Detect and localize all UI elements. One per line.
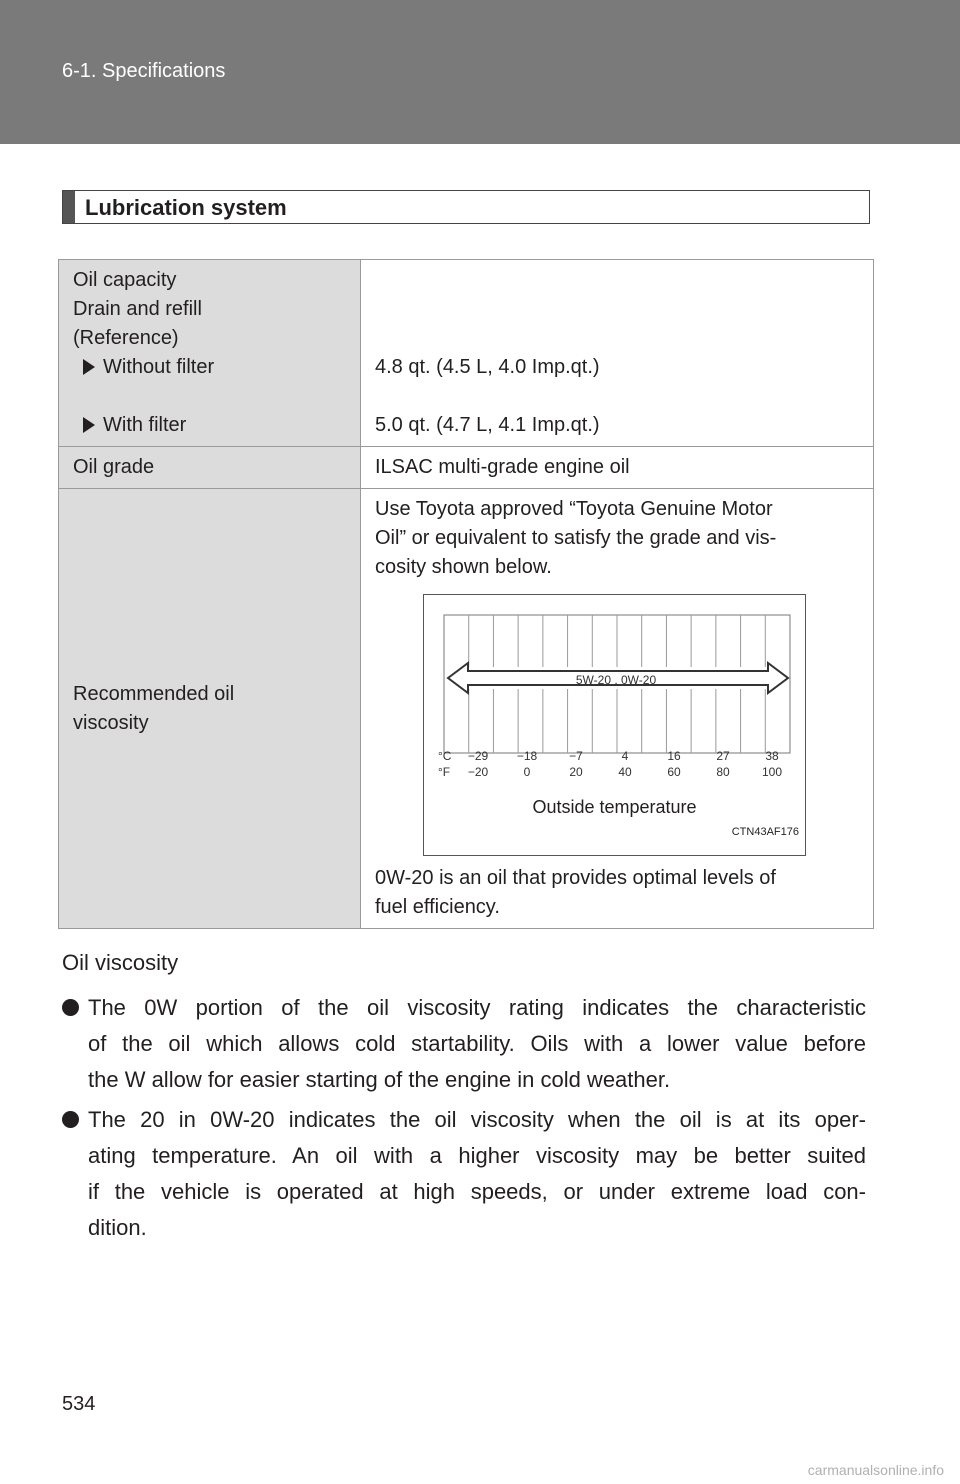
viscosity-figure [423, 594, 806, 856]
watermark: carmanualsonline.info [807, 1462, 944, 1478]
celsius-tick-label: −18 [516, 749, 538, 763]
celsius-tick-label: −7 [569, 749, 583, 763]
fahrenheit-tick-label: 100 [761, 765, 783, 779]
bullet-dot-icon [62, 1111, 79, 1128]
table-row-oil-grade [59, 447, 874, 489]
figure-caption: Outside temperature [532, 797, 697, 817]
triangle-bullet-icon [83, 417, 95, 433]
fahrenheit-tick-label: 60 [667, 765, 681, 779]
celsius-tick-label: 38 [765, 749, 779, 763]
figure-code: CTN43AF176 [731, 826, 799, 838]
fahrenheit-unit: °F [438, 765, 451, 779]
recommended-viscosity-label [59, 489, 361, 929]
with-filter-value: 5.0 qt. (4.7 L, 4.1 Imp.qt.) [375, 414, 600, 436]
fahrenheit-tick-label: 20 [569, 765, 583, 779]
fahrenheit-tick-label: 40 [618, 765, 632, 779]
bullet-text: The 0W portion of the oil viscosity rating indicates the characteristic of the oil which allows cold startability. Oils with a lower value before the W allow for easier starting of the engine in cold weather. [88, 995, 866, 1092]
oil-capacity-label [59, 260, 361, 447]
without-filter-label: Without filter [103, 356, 215, 378]
bullet-item [62, 1102, 866, 1246]
with-filter-item [73, 411, 346, 440]
without-filter-value: 4.8 qt. (4.5 L, 4.0 Imp.qt.) [375, 356, 600, 378]
section-title: 6-1. Specifications [62, 60, 226, 82]
note-line: 0W-20 is an oil that provides optimal levels of [375, 867, 776, 889]
fahrenheit-tick-label: 80 [716, 765, 730, 779]
oil-viscosity-title: Oil viscosity [62, 950, 179, 975]
fahrenheit-tick-label: −20 [467, 765, 489, 779]
header-band [0, 0, 960, 144]
recommended-viscosity-value [361, 489, 874, 929]
page-number: 534 [62, 1393, 96, 1415]
intro-line: Oil” or equivalent to satisfy the grade and vis- [375, 527, 777, 549]
table-row-recommended-viscosity [59, 489, 874, 929]
celsius-tick-label: 27 [716, 749, 730, 763]
heading-text: Lubrication system [85, 195, 287, 220]
intro-line: cosity shown below. [375, 556, 552, 578]
oil-grade-label: Oil grade [59, 447, 361, 489]
celsius-tick-label: −29 [467, 749, 489, 763]
bullet-dot-icon [62, 999, 79, 1016]
section-heading [62, 190, 870, 224]
fahrenheit-tick-label: 0 [523, 765, 531, 779]
spec-table [58, 259, 874, 929]
table-row-oil-capacity [59, 260, 874, 447]
label-line: viscosity [73, 711, 149, 734]
celsius-unit: °C [438, 749, 452, 763]
label-line: (Reference) [73, 327, 179, 349]
note-line: fuel efficiency. [375, 896, 500, 918]
celsius-tick-label: 4 [621, 749, 629, 763]
without-filter-item [73, 353, 346, 382]
label-line: Oil capacity [73, 269, 177, 291]
celsius-tick-label: 16 [667, 749, 681, 763]
bullet-text: The 20 in 0W-20 indicates the oil viscosity when the oil is at its oper- ating temperature. An oil with a higher viscosity may be better suited if the vehicle is operated at high speeds, or under extreme load con- dition. [88, 1107, 866, 1240]
oil-grade-value: ILSAC multi-grade engine oil [361, 447, 874, 489]
heading-marker [63, 191, 75, 223]
with-filter-label: With filter [103, 414, 187, 436]
label-line: Recommended oil [73, 682, 235, 705]
range-label: 5W-20 , 0W-20 [575, 673, 657, 687]
label-line: Drain and refill [73, 298, 202, 320]
oil-capacity-values [361, 260, 874, 447]
intro-line: Use Toyota approved “Toyota Genuine Motor [375, 498, 773, 520]
triangle-bullet-icon [83, 359, 95, 375]
bullet-item [62, 990, 866, 1098]
